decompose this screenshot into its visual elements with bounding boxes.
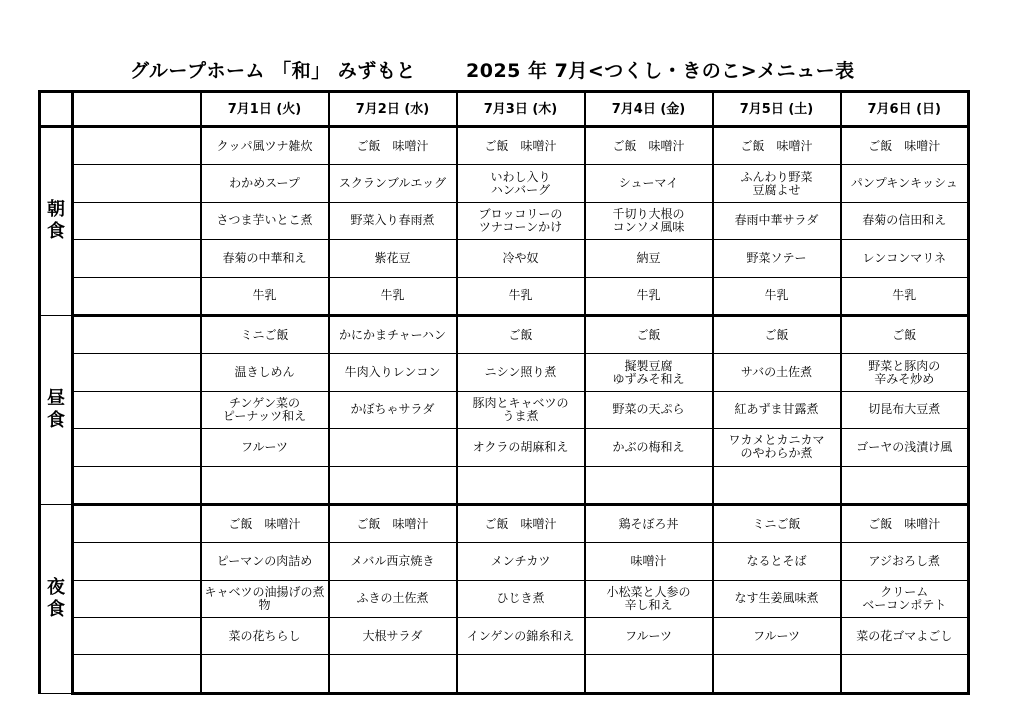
- menu-cell: なるとそば: [713, 543, 841, 580]
- menu-cell: 千切り大根の コンソメ風味: [585, 202, 713, 239]
- blank-cell: [73, 277, 201, 315]
- blank-cell: [73, 391, 201, 428]
- menu-cell: 牛乳: [841, 277, 969, 315]
- menu-cell: 菜の花ゴマよごし: [841, 618, 969, 655]
- menu-cell: ミニご飯: [201, 315, 329, 353]
- menu-cell: 紅あずま甘露煮: [713, 391, 841, 428]
- menu-cell: フルーツ: [585, 618, 713, 655]
- menu-cell: ご飯: [841, 315, 969, 353]
- blank-cell: [73, 580, 201, 617]
- menu-cell: 春菊の中華和え: [201, 240, 329, 277]
- menu-cell: 小松菜と人参の 辛し和え: [585, 580, 713, 617]
- menu-cell: [585, 655, 713, 693]
- menu-row: [40, 202, 969, 239]
- blank-cell: [73, 429, 201, 466]
- menu-title: 2025 年 7月<つくし・きのこ>メニュー表: [466, 60, 855, 82]
- menu-cell: ご飯 味噌汁: [457, 504, 585, 542]
- day-header: 7月4日 (金): [585, 92, 713, 127]
- menu-cell: ふきの土佐煮: [329, 580, 457, 617]
- menu-row: [40, 391, 969, 428]
- menu-cell: 春菊の信田和え: [841, 202, 969, 239]
- menu-table: [38, 90, 970, 695]
- blank-cell: [73, 618, 201, 655]
- facility-title: グループホーム 「和」 みずもと: [130, 60, 416, 82]
- menu-cell: ニシン照り煮: [457, 354, 585, 391]
- menu-cell: いわし入り ハンバーグ: [457, 165, 585, 202]
- day-header: 7月6日 (日): [841, 92, 969, 127]
- menu-row: [40, 240, 969, 277]
- blank-cell: [73, 127, 201, 165]
- menu-cell: ブロッコリーの ツナコーンかけ: [457, 202, 585, 239]
- blank-cell: [73, 240, 201, 277]
- menu-cell: [841, 655, 969, 693]
- menu-cell: ご飯 味噌汁: [329, 127, 457, 165]
- blank-cell: [73, 543, 201, 580]
- day-header: 7月5日 (土): [713, 92, 841, 127]
- corner-cell: [40, 92, 73, 127]
- menu-cell: アジおろし煮: [841, 543, 969, 580]
- menu-cell: 春雨中華サラダ: [713, 202, 841, 239]
- menu-cell: 温きしめん: [201, 354, 329, 391]
- menu-cell: ご飯 味噌汁: [841, 504, 969, 542]
- menu-row: [40, 165, 969, 202]
- menu-cell: 鶏そぼろ丼: [585, 504, 713, 542]
- menu-row: [40, 277, 969, 315]
- menu-cell: 牛乳: [201, 277, 329, 315]
- day-header: 7月1日 (火): [201, 92, 329, 127]
- menu-cell: フルーツ: [201, 429, 329, 466]
- menu-cell: フルーツ: [713, 618, 841, 655]
- menu-cell: 牛乳: [457, 277, 585, 315]
- menu-cell: ご飯: [585, 315, 713, 353]
- menu-cell: [329, 466, 457, 504]
- menu-cell: [329, 429, 457, 466]
- menu-cell: [713, 655, 841, 693]
- menu-cell: 冷や奴: [457, 240, 585, 277]
- blank-cell: [73, 315, 201, 353]
- menu-cell: シューマイ: [585, 165, 713, 202]
- menu-cell: ミニご飯: [713, 504, 841, 542]
- menu-cell: 牛乳: [585, 277, 713, 315]
- menu-row: [40, 655, 969, 693]
- menu-cell: 切昆布大豆煮: [841, 391, 969, 428]
- blank-cell: [73, 655, 201, 693]
- menu-cell: [457, 466, 585, 504]
- menu-cell: チンゲン菜の ピーナッツ和え: [201, 391, 329, 428]
- menu-cell: [329, 655, 457, 693]
- menu-cell: 菜の花ちらし: [201, 618, 329, 655]
- menu-cell: オクラの胡麻和え: [457, 429, 585, 466]
- menu-cell: ご飯 味噌汁: [329, 504, 457, 542]
- menu-cell: ご飯: [713, 315, 841, 353]
- meal-label: 昼食: [40, 315, 73, 504]
- menu-cell: 牛肉入りレンコン: [329, 354, 457, 391]
- day-header: 7月3日 (木): [457, 92, 585, 127]
- menu-row: [40, 504, 969, 542]
- blank-header-cell: [73, 92, 201, 127]
- menu-cell: ゴーヤの浅漬け風: [841, 429, 969, 466]
- menu-cell: [841, 466, 969, 504]
- menu-cell: 牛乳: [713, 277, 841, 315]
- header-row: [40, 92, 969, 127]
- blank-cell: [73, 202, 201, 239]
- menu-cell: クリーム ベーコンポテト: [841, 580, 969, 617]
- menu-cell: 紫花豆: [329, 240, 457, 277]
- menu-cell: 擬製豆腐 ゆずみそ和え: [585, 354, 713, 391]
- menu-cell: メバル西京焼き: [329, 543, 457, 580]
- day-header: 7月2日 (水): [329, 92, 457, 127]
- menu-row: [40, 580, 969, 617]
- menu-row: [40, 127, 969, 165]
- blank-cell: [73, 466, 201, 504]
- menu-cell: [585, 466, 713, 504]
- menu-cell: [201, 466, 329, 504]
- menu-cell: ご飯: [457, 315, 585, 353]
- menu-row: [40, 315, 969, 353]
- menu-cell: 豚肉とキャベツの うま煮: [457, 391, 585, 428]
- menu-row: [40, 466, 969, 504]
- menu-cell: レンコンマリネ: [841, 240, 969, 277]
- menu-cell: [201, 655, 329, 693]
- menu-cell: サバの土佐煮: [713, 354, 841, 391]
- menu-cell: 大根サラダ: [329, 618, 457, 655]
- menu-cell: かにかまチャーハン: [329, 315, 457, 353]
- menu-cell: キャベツの油揚げの煮物: [201, 580, 329, 617]
- menu-cell: 納豆: [585, 240, 713, 277]
- blank-cell: [73, 354, 201, 391]
- menu-cell: クッパ風ツナ雑炊: [201, 127, 329, 165]
- menu-row: [40, 429, 969, 466]
- menu-cell: [713, 466, 841, 504]
- menu-row: [40, 354, 969, 391]
- menu-cell: かぶの梅和え: [585, 429, 713, 466]
- menu-cell: インゲンの錦糸和え: [457, 618, 585, 655]
- menu-cell: ご飯 味噌汁: [585, 127, 713, 165]
- menu-cell: 野菜入り春雨煮: [329, 202, 457, 239]
- menu-cell: さつま芋いとこ煮: [201, 202, 329, 239]
- menu-cell: 味噌汁: [585, 543, 713, 580]
- menu-cell: 牛乳: [329, 277, 457, 315]
- menu-cell: 野菜と豚肉の 辛みそ炒め: [841, 354, 969, 391]
- menu-cell: 野菜ソテー: [713, 240, 841, 277]
- menu-row: [40, 618, 969, 655]
- meal-label: 夜食: [40, 504, 73, 693]
- menu-cell: 野菜の天ぷら: [585, 391, 713, 428]
- blank-cell: [73, 504, 201, 542]
- menu-cell: ご飯 味噌汁: [713, 127, 841, 165]
- menu-cell: ふんわり野菜 豆腐よせ: [713, 165, 841, 202]
- menu-cell: かぼちゃサラダ: [329, 391, 457, 428]
- menu-cell: ピーマンの肉詰め: [201, 543, 329, 580]
- menu-cell: ひじき煮: [457, 580, 585, 617]
- menu-cell: メンチカツ: [457, 543, 585, 580]
- menu-cell: [457, 655, 585, 693]
- menu-cell: わかめスープ: [201, 165, 329, 202]
- menu-cell: ご飯 味噌汁: [457, 127, 585, 165]
- blank-cell: [73, 165, 201, 202]
- menu-cell: なす生姜風味煮: [713, 580, 841, 617]
- meal-label: 朝食: [40, 127, 73, 316]
- menu-cell: ご飯 味噌汁: [841, 127, 969, 165]
- menu-cell: ご飯 味噌汁: [201, 504, 329, 542]
- menu-row: [40, 543, 969, 580]
- menu-cell: パンプキンキッシュ: [841, 165, 969, 202]
- menu-cell: ワカメとカニカマ のやわらか煮: [713, 429, 841, 466]
- menu-cell: スクランブルエッグ: [329, 165, 457, 202]
